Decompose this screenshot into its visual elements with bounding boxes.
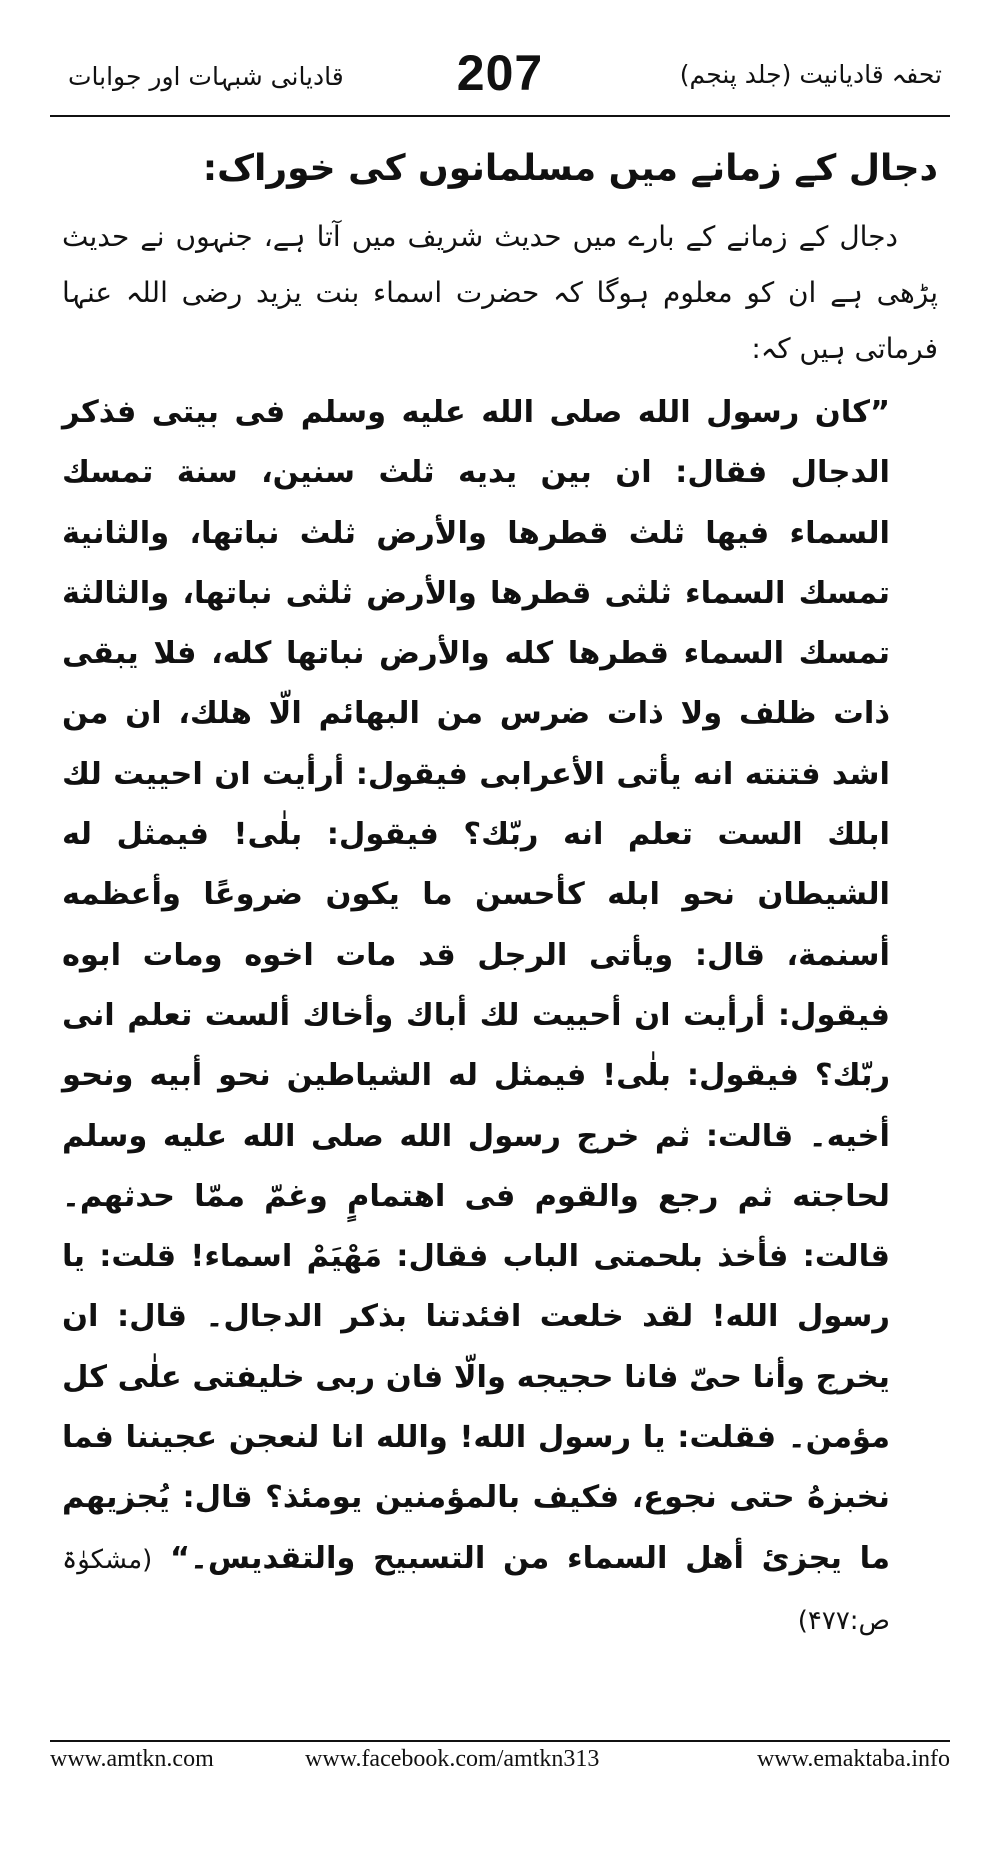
book-title: تحفہ قادیانیت (جلد پنجم) (679, 60, 942, 89)
page-number: 207 (456, 45, 544, 101)
header-divider (50, 115, 950, 117)
hadith-text: ”كان رسول الله صلى الله عليه وسلم فى بيتى فذكر الدجال فقال: ان بين يديه ثلث سنين، سنة تمسك السماء فيها ثلث قطرها والأرض ثلث نباتها، والثانية تمسك السماء ثلثى قطرها والأرض ثلثى نباتها، والثالثة تمسك السماء قطرها كله والأرض نباتها كله، فلا يبقى ذات ظلف ولا ذات ضرس من البهائم الّا هلك، ان من اشد فتنته انه يأتى الأعرابى فيقول: أرأيت ان احييت لك ابلك الست تعلم انه ربّك؟ فيقول: بلٰى! فيمثل له الشيطان نحو ابله كأحسن ما يكون ضروعًا وأعظمه أسنمة، قال: ويأتى الرجل قد مات اخوه ومات ابوه فيقول: أرأيت ان أحييت لك أباك وأخاك ألست تعلم انى ربّك؟ فيقول: بلٰى! فيمثل له الشياطين نحو أبيه ونحو أخيه۔ قالت: ثم خرج رسول الله صلى الله عليه وسلم لحاجته ثم رجع والقوم فى اهتمامٍ وغمّ ممّا حدثهم۔ قالت: فأخذ بلحمتى الباب فقال: مَهْيَمْ اسماء! قلت: يا رسول الله! لقد خلعت افئدتنا بذكر الدجال۔ قال: ان يخرج وأنا حىّ فانا حجيجه والّا فان ربى خليفتى علٰى كل مؤمن۔ فقلت: يا رسول الله! والله انا لنعجن عجيننا فما نخبزهُ حتى نجوع، فكيف بالمؤمنين يومئذ؟ قال: يُجزيهم ما يجزئ أهل السماء من التسبيح والتقديس۔“ (62, 395, 890, 1576)
footer-divider (50, 1740, 950, 1742)
hadith-quote (62, 383, 890, 1651)
intro-paragraph: دجال کے زمانے کے بارے میں حدیث شریف میں آتا ہے، جنہوں نے حدیث پڑھی ہے ان کو معلوم ہوگا کہ حضرت اسماء بنت یزید رضی اللہ عنہا فرماتی ہیں کہ: (62, 220, 938, 365)
page-header (50, 40, 950, 110)
footer-link-facebook[interactable]: www.facebook.com/amtkn313 (305, 1746, 600, 1772)
footer-link-emaktaba[interactable]: www.emaktaba.info (756, 1746, 950, 1772)
page-footer (50, 1746, 950, 1786)
section-heading: دجال کے زمانے میں مسلمانوں کی خوراک: (202, 148, 938, 189)
hadith-reference: (مشکوٰۃ ص:۴۷۷) (62, 1544, 890, 1636)
page-content (62, 135, 938, 1651)
footer-link-amtkn[interactable]: www.amtkn.com (50, 1746, 214, 1772)
section-running-title: قادیانی شبہات اور جوابات (68, 62, 344, 91)
